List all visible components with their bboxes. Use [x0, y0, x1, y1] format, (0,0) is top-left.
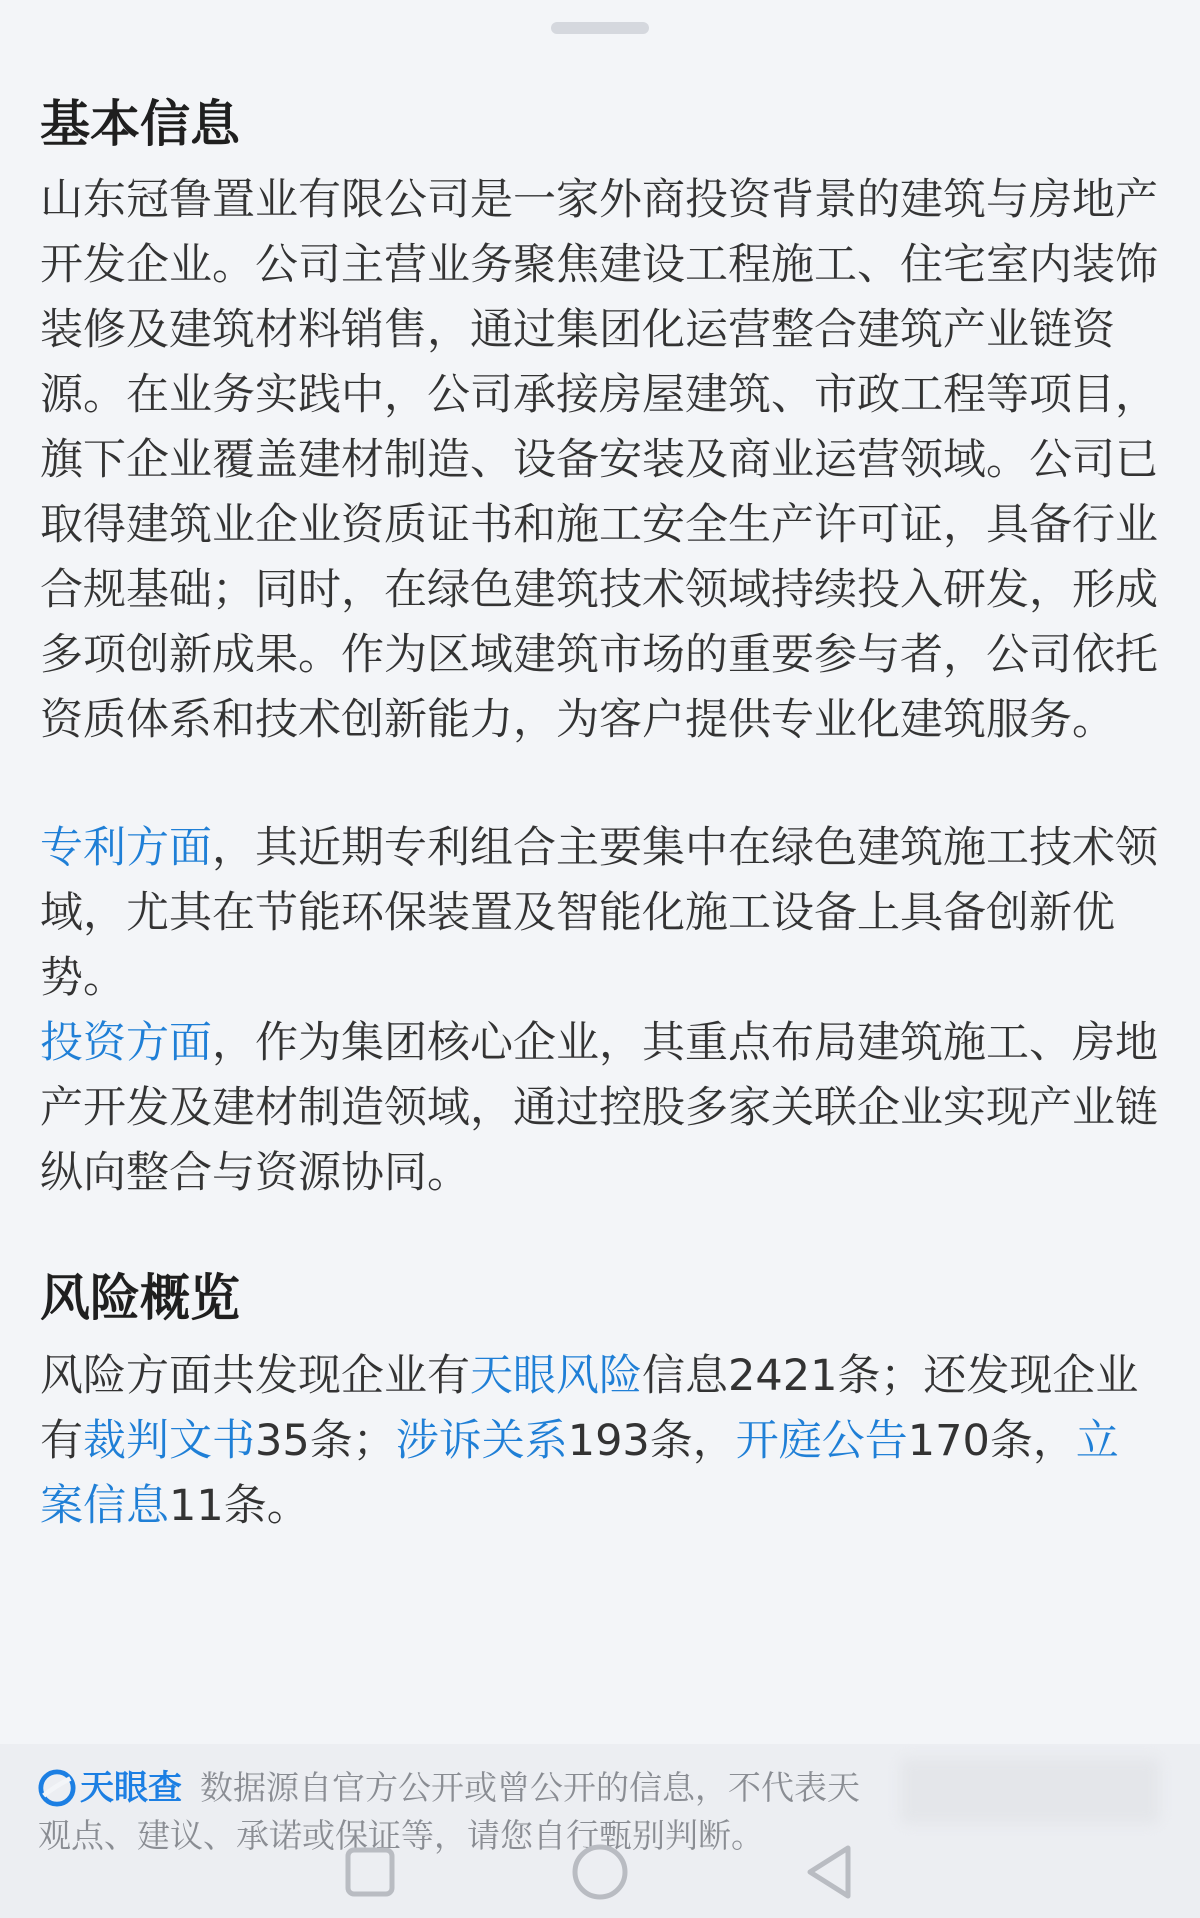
risk-text-4: 193条，: [567, 1416, 736, 1466]
system-nav-bar: [0, 1820, 1200, 1918]
patent-paragraph: [40, 816, 1160, 1011]
triangle-back-icon[interactable]: [798, 1840, 862, 1904]
brand-mark: [38, 1764, 182, 1812]
court-notices-link[interactable]: 开庭公告: [735, 1416, 908, 1466]
risk-text-2: 信息2421条；还发现企业有: [40, 1351, 1139, 1466]
brand-name: 天眼查: [80, 1768, 182, 1808]
patent-text: ，其近期专利组合主要集中在绿色建筑施工技术领域，尤其在节能环保装置及智能化施工设备上具备创新优势。: [40, 823, 1158, 1003]
risk-text-6: 11条。: [169, 1481, 310, 1531]
investment-text: ，作为集团核心企业，其重点布局建筑施工、房地产开发及建材制造领域，通过控股多家关联企业实现产业链纵向整合与资源协同。: [40, 1018, 1158, 1198]
risk-text-1: 风险方面共发现企业有: [40, 1351, 470, 1401]
patent-link[interactable]: 专利方面: [40, 823, 212, 873]
risk-text-3: 35条；: [255, 1416, 396, 1466]
tianyancha-logo-icon: [38, 1769, 76, 1807]
circle-icon[interactable]: [568, 1840, 632, 1904]
blurred-region: [900, 1758, 1160, 1824]
basic-info-title: 基本信息: [40, 95, 240, 153]
disclaimer-line-2: 观点、建议、承诺或保证等，请您自行甄别判断。: [38, 1816, 764, 1855]
tianyan-risk-link[interactable]: 天眼风险: [470, 1351, 642, 1401]
basic-info-intro: 山东冠鲁置业有限公司是一家外商投资背景的建筑与房地产开发企业。公司主营业务聚焦建设工程施工、住宅室内装饰装修及建筑材料销售，通过集团化运营整合建筑产业链资源。在业务实践中，公司承接房屋建筑、市政工程等项目，旗下企业覆盖建材制造、设备安装及商业运营领域。公司已取得建筑业企业资质证书和施工安全生产许可证，具备行业合规基础；同时，在绿色建筑技术领域持续投入研发，形成多项创新成果。作为区域建筑市场的重要参与者，公司依托资质体系和技术创新能力，为客户提供专业化建筑服务。: [40, 175, 1158, 745]
investment-link[interactable]: 投资方面: [40, 1018, 212, 1068]
risk-paragraph: [40, 1344, 1160, 1539]
square-icon[interactable]: [338, 1840, 402, 1904]
drag-handle[interactable]: [551, 22, 649, 34]
case-filing-link[interactable]: 立案信息: [40, 1416, 1119, 1531]
judgment-documents-link[interactable]: 裁判文书: [83, 1416, 255, 1466]
disclaimer-line-1: 数据源自官方公开或曾公开的信息，不代表天: [200, 1768, 860, 1807]
investment-paragraph: [40, 1011, 1160, 1206]
content-area: [40, 88, 1160, 1539]
risk-text-5: 170条，: [907, 1416, 1076, 1466]
litigation-relations-link[interactable]: 涉诉关系: [395, 1416, 568, 1466]
risk-overview-title: 风险概览: [40, 1269, 240, 1327]
